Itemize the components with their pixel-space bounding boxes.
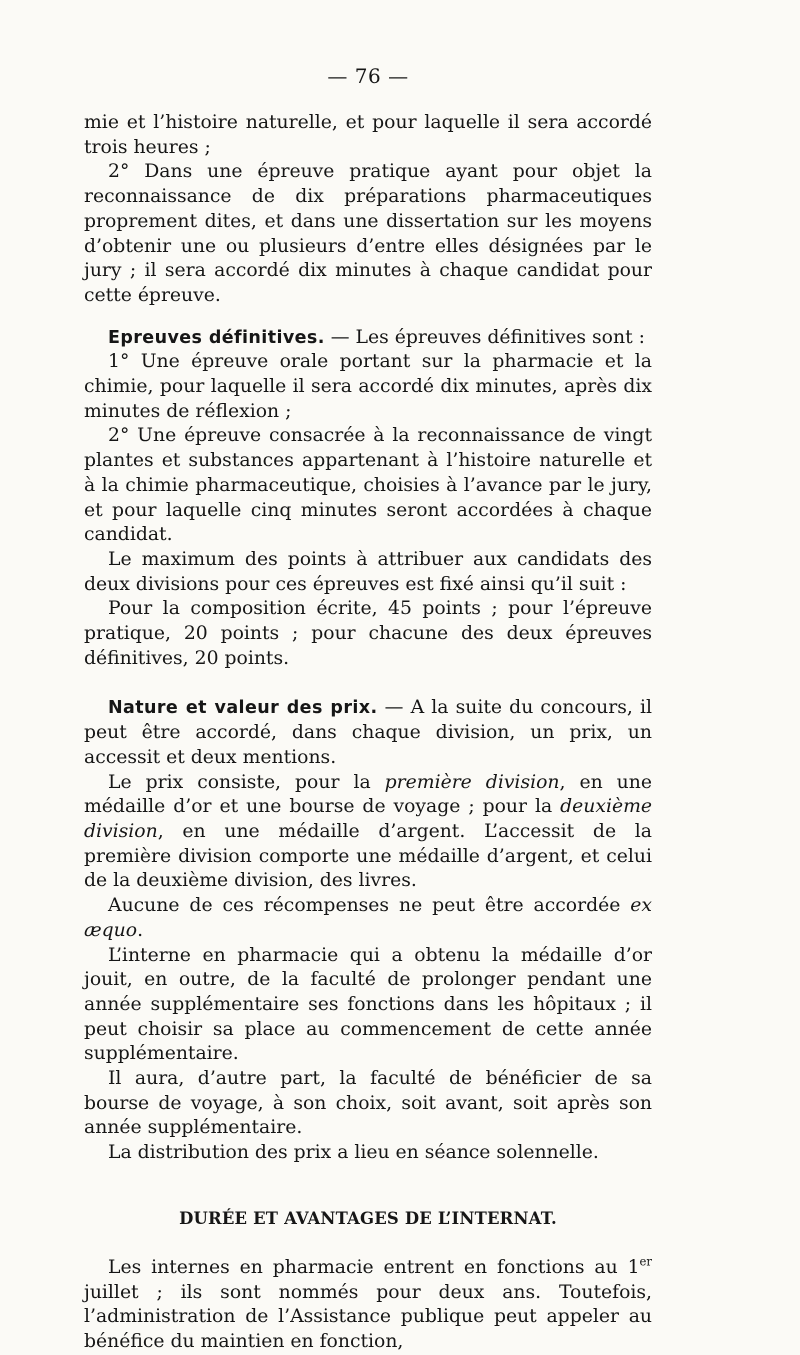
paragraph-8-part-b: . [137, 919, 144, 941]
paragraph-7-part-c: , en une médaille d’argent. L’accessit de la première division comporte une médaille d’argent, et celui de la deuxième division, des livres. [84, 820, 652, 892]
section-epreuves-definitives-text: Les épreuves définitives sont : [355, 326, 645, 348]
paragraph-10: Il aura, d’autre part, la faculté de bénéficier de sa bourse de voyage, à son choix, soit avant, soit après son année supplémentaire. [84, 1068, 652, 1139]
section-nature-valeur-prix [84, 696, 652, 770]
section-heading-duree-avantages: DURÉE ET AVANTAGES DE L’INTERNAT. [179, 1208, 557, 1228]
paragraph-1: mie et l’histoire naturelle, et pour laquelle il sera accordé trois heures ; [84, 112, 652, 158]
paragraph-12 [84, 1256, 652, 1355]
paragraph-8-part-a: Aucune de ces récompenses ne peut être accordée [108, 895, 631, 917]
section-epreuves-definitives-title: Epreuves définitives. [108, 327, 325, 348]
paragraph-7-emphasis-1: première division [384, 771, 560, 793]
paragraph-7-emphasis-2: deuxième division [84, 796, 652, 842]
paragraph-9: L’interne en pharmacie qui a obtenu la médaille d’or jouit, en outre, de la faculté de prolonger pendant une année supplémentaire ses fonctions dans les hôpitaux ; il peut choisir sa place au commencement de cette année supplémentaire. [84, 944, 652, 1065]
paragraph-12-superscript: er [639, 1254, 652, 1269]
paragraph-11: La distribution des prix a lieu en séance solennelle. [108, 1142, 599, 1164]
spacer [84, 671, 652, 696]
paragraph-7 [84, 771, 652, 895]
section-nature-valeur-prix-text: A la suite du concours, il peut être accordé, dans chaque division, un prix, un accessit et deux mentions. [84, 697, 652, 768]
paragraph-8-emphasis: ex æquo [84, 895, 652, 941]
paragraph-8 [84, 894, 652, 943]
paragraph-3: 1° Une épreuve orale portant sur la pharmacie et la chimie, pour laquelle il sera accordé dix minutes, après dix minutes de réflexion ; [84, 351, 652, 422]
paragraph-4: 2° Une épreuve consacrée à la reconnaissance de vingt plantes et substances appartenant à l’histoire naturelle et à la chimie pharmaceutique, choisies à l’avance par le jury, et pour laquelle cinq minutes seront accordées à chaque candidat. [84, 425, 652, 546]
section-nature-valeur-prix-title: Nature et valeur des prix. [108, 698, 378, 719]
paragraph-12-part-b: juillet ; ils sont nommés pour deux ans. Toutefois, l’administration de l’Assistance publique peut appeler au bénéfice du maintien en fonction, [84, 1281, 652, 1352]
section-epreuves-definitives-dash: — [324, 326, 356, 348]
paragraph-2: 2° Dans une épreuve pratique ayant pour objet la reconnaissance de dix préparations pharmaceutiques proprement dites, et dans une dissertation sur les moyens d’obtenir une ou plusieurs d’entre elles désignées par le jury ; il sera accordé dix minutes à chaque candidat pour cette épreuve. [84, 161, 652, 306]
paragraph-7-part-b: , en une médaille d’or et une bourse de voyage ; pour la [84, 771, 652, 818]
spacer [84, 309, 652, 326]
paragraph-5: Le maximum des points à attribuer aux candidats des deux divisions pour ces épreuves est fixé ainsi qu’il suit : [84, 548, 652, 595]
paragraph-7-part-a: Le prix consiste, pour la [108, 771, 385, 793]
section-nature-valeur-prix-dash: — [377, 697, 411, 719]
paragraph-12-part-a: Les internes en pharmacie entrent en fonctions au 1 [108, 1256, 640, 1278]
paragraph-6: Pour la composition écrite, 45 points ; pour l’épreuve pratique, 20 points ; pour chacune des deux épreuves définitives, 20 points. [84, 598, 652, 669]
section-epreuves-definitives [84, 326, 652, 351]
page-number: — 76 — [327, 64, 409, 88]
